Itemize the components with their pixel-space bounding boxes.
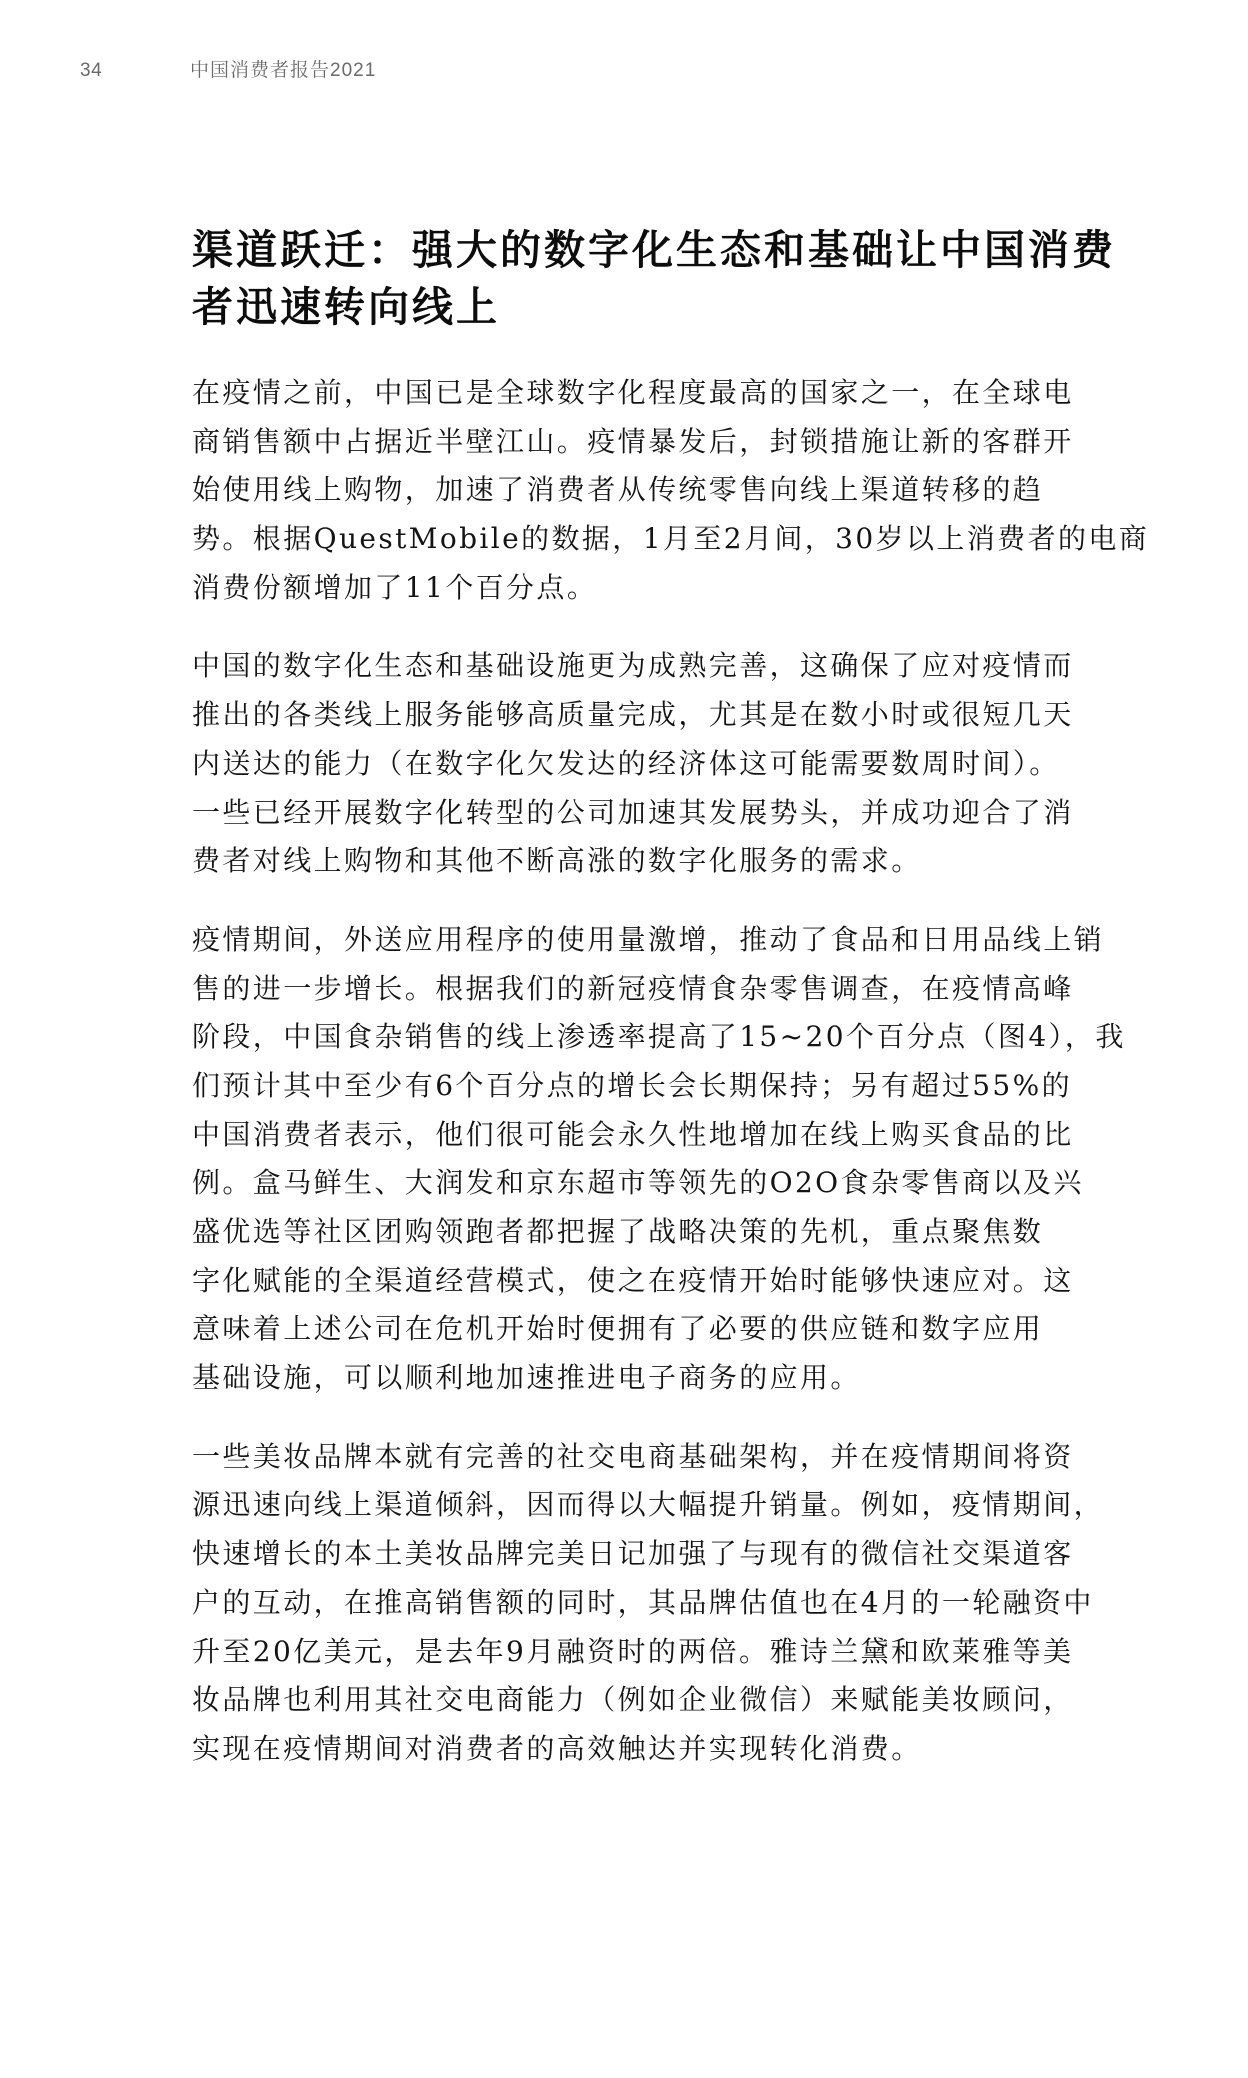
text-line: 基础设施，可以顺利地加速推进电子商务的应用。 bbox=[192, 1361, 861, 1395]
text-line: 源迅速向线上渠道倾斜，因而得以大幅提升销量。例如，疫情期间， bbox=[192, 1488, 1105, 1522]
text-line: 阶段，中国食杂销售的线上渗透率提高了15~20个百分点（图4），我 bbox=[192, 1020, 1126, 1054]
text-line: 户的互动，在推高销售额的同时，其品牌估值也在4月的一轮融资中 bbox=[192, 1585, 1094, 1619]
text-line: 升至20亿美元，是去年9月融资时的两倍。雅诗兰黛和欧莱雅等美 bbox=[192, 1634, 1074, 1668]
text-line: 中国消费者表示，他们很可能会永久性地增加在线上购买食品的比 bbox=[192, 1117, 1074, 1151]
text-line: 势。根据QuestMobile的数据，1月至2月间，30岁以上消费者的电商 bbox=[192, 522, 1150, 556]
text-line: 在疫情之前，中国已是全球数字化程度最高的国家之一，在全球电 bbox=[192, 376, 1074, 409]
publication-title: 中国消费者报告2021 bbox=[190, 60, 377, 81]
text-line: 快速增长的本土美妆品牌完美日记加强了与现有的微信社交渠道客 bbox=[192, 1537, 1074, 1571]
paragraph-beauty-brands bbox=[192, 1433, 1105, 1774]
text-line: 始使用线上购物，加速了消费者从传统零售向线上渠道转移的趋 bbox=[192, 473, 1044, 507]
text-line: 例。盒马鲜生、大润发和京东超市等领先的O2O食杂零售商以及兴 bbox=[192, 1166, 1084, 1200]
text-line: 一些已经开展数字化转型的公司加速其发展势头，并成功迎合了消 bbox=[192, 795, 1074, 829]
text-line: 消费份额增加了11个百分点。 bbox=[192, 570, 598, 604]
text-line: 字化赋能的全渠道经营模式，使之在疫情开始时能够快速应对。这 bbox=[192, 1263, 1074, 1297]
text-line: 售的进一步增长。根据我们的新冠疫情食杂零售调查，在疫情高峰 bbox=[192, 971, 1074, 1005]
text-line: 费者对线上购物和其他不断高涨的数字化服务的需求。 bbox=[192, 844, 922, 878]
text-line: 实现在疫情期间对消费者的高效触达并实现转化消费。 bbox=[192, 1731, 922, 1765]
section-title-line: 者迅速转向线上 bbox=[192, 283, 500, 331]
page-number: 34 bbox=[80, 60, 103, 81]
text-line: 疫情期间，外送应用程序的使用量激增，推动了食品和日用品线上销 bbox=[192, 922, 1105, 956]
section-title-line: 渠道跃迁：强大的数字化生态和基础让中国消费 bbox=[192, 226, 1116, 274]
text-line: 中国的数字化生态和基础设施更为成熟完善，这确保了应对疫情而 bbox=[192, 649, 1074, 683]
text-line: 内送达的能力（在数字化欠发达的经济体这可能需要数周时间）。 bbox=[192, 746, 1060, 780]
text-line: 意味着上述公司在危机开始时便拥有了必要的供应链和数字应用 bbox=[192, 1312, 1044, 1346]
text-line: 们预计其中至少有6个百分点的增长会长期保持；另有超过55%的 bbox=[192, 1068, 1073, 1102]
text-line: 妆品牌也利用其社交电商能力（例如企业微信）来赋能美妆顾问， bbox=[192, 1683, 1074, 1717]
text-line: 推出的各类线上服务能够高质量完成，尤其是在数小时或很短几天 bbox=[192, 698, 1074, 732]
text-line: 商销售额中占据近半壁江山。疫情暴发后，封锁措施让新的客群开 bbox=[192, 424, 1074, 458]
paragraph-digital-ecosystem bbox=[192, 642, 1074, 885]
paragraph-grocery-delivery bbox=[192, 916, 1126, 1403]
text-line: 盛优选等社区团购领跑者都把握了战略决策的先机，重点聚焦数 bbox=[192, 1215, 1044, 1248]
text-line: 一些美妆品牌本就有完善的社交电商基础架构，并在疫情期间将资 bbox=[192, 1439, 1074, 1473]
article-body bbox=[192, 222, 1150, 1804]
running-header bbox=[0, 57, 1248, 85]
section-title bbox=[192, 222, 1116, 336]
paragraph-digital-leadership bbox=[192, 369, 1150, 612]
